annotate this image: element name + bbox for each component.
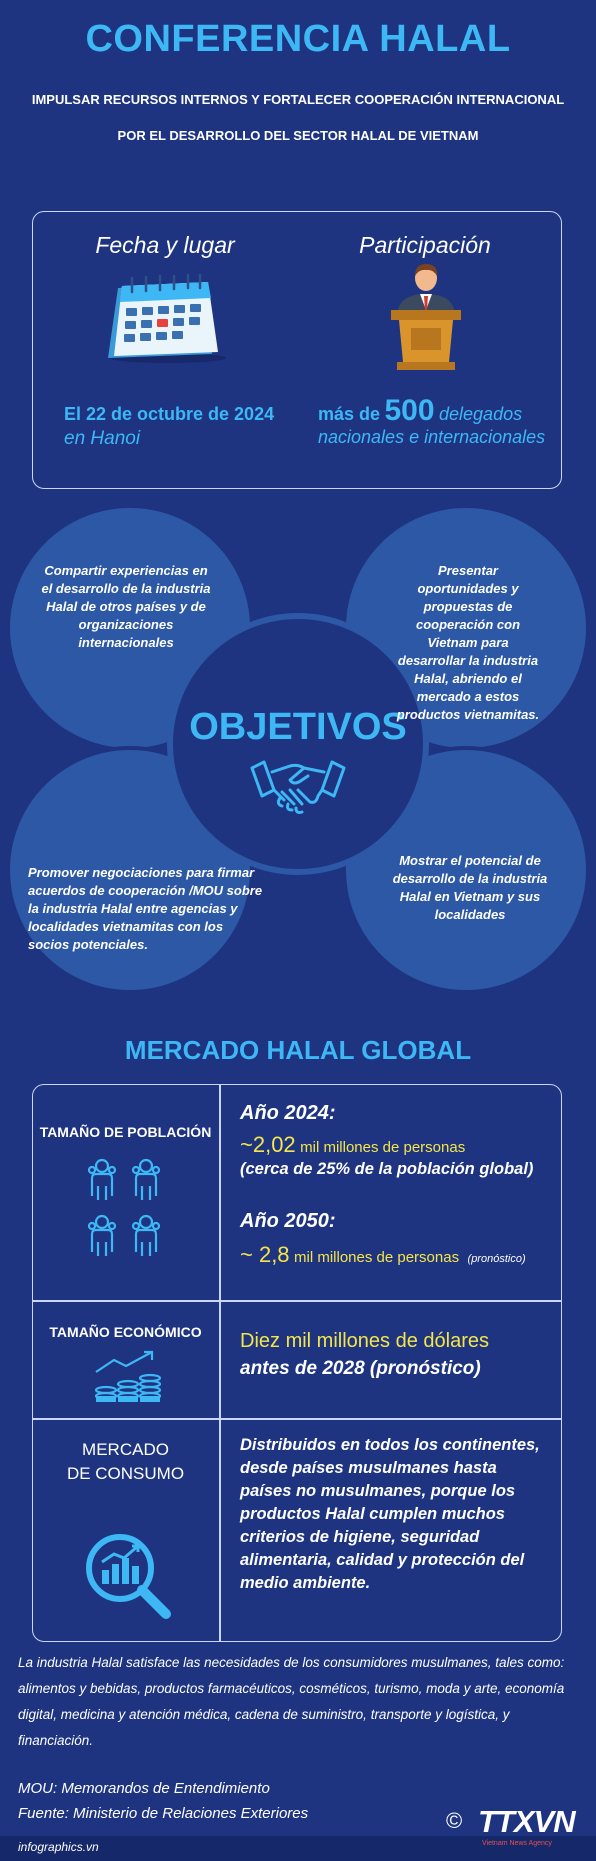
population-2024 <box>240 1132 465 1158</box>
subtitle-line-1: IMPULSAR RECURSOS INTERNOS Y FORTALECER COOPERACIÓN INTERNACIONAL <box>31 92 565 107</box>
consumer-text: Distribuidos en todos los continentes, desde países musulmanes hasta países no musulmanes, porque los productos Halal cumplen muchos criterios de higiene, seguridad alimentaria, calidad y protección del medio ambiente. <box>240 1436 540 1592</box>
calendar-icon <box>100 274 232 364</box>
person-group-1 <box>89 1160 115 1200</box>
consumer-label-line-2: DE CONSUMO <box>66 1464 185 1483</box>
table-divider-vertical <box>219 1084 221 1642</box>
subtitle-line-2: POR EL DESARROLLO DEL SECTOR HALAL DE VIETNAM <box>117 128 479 143</box>
participation-suffix: delegados <box>439 404 523 424</box>
population-2024-unit: mil millones de personas <box>300 1139 466 1156</box>
ttxvn-logo-tagline: Vietnam News Agency <box>482 1840 552 1847</box>
site-link[interactable]: infographics.vn <box>18 1840 99 1854</box>
footer-note: La industria Halal satisface las necesidades de los consumidores musulmanes, tales como: alimentos y bebidas, productos farmacéuticos, cosméticos, turismo, moda y arte, economía digital, medicina y atención médica, cadena de suministro, transporte y logística, y financiación. <box>18 1655 565 1748</box>
population-2024-note: (cerca de 25% de la población global) <box>240 1160 534 1178</box>
economic-value: Diez mil millones de dólares <box>240 1330 489 1352</box>
participation-heading: Participación <box>359 232 491 258</box>
consumer-label-line-1: MERCADO <box>82 1440 169 1459</box>
objective-text-3: Promover negociaciones para firmar acuerdos de cooperación /MOU sobre la industria Halal entre agencias y localidades vietnamitas con los socios potenciales. <box>28 865 263 952</box>
participation-value <box>318 394 568 428</box>
economic-label: TAMAÑO ECONÓMICO <box>49 1324 202 1340</box>
copyright-symbol: © <box>446 1808 463 1833</box>
objective-text-4: Mostrar el potencial de desarrollo de la industria Halal en Vietnam y sus localidades <box>392 853 548 922</box>
page-title: CONFERENCIA HALAL <box>85 18 511 60</box>
table-divider-2 <box>32 1418 562 1420</box>
speaker-podium-icon <box>385 264 467 374</box>
economic-note: antes de 2028 (pronóstico) <box>240 1358 481 1379</box>
objective-text-2: Presentar oportunidades y propuestas de cooperación con Vietnam para desarrollar la industria Halal, abriendo el mercado a estos productos vietnamitas. <box>396 563 540 722</box>
date-value: El 22 de octubre de 2024 <box>64 404 275 424</box>
date-heading: Fecha y lugar <box>95 232 235 258</box>
analytics-magnifier-icon <box>82 1530 174 1622</box>
participation-prefix: más de <box>318 404 381 424</box>
ttxvn-logo: TTXVN <box>478 1804 575 1839</box>
participation-number: 500 <box>384 394 435 427</box>
source-note: Fuente: Ministerio de Relaciones Exteriores <box>18 1805 309 1822</box>
participation-line-2: nacionales e internacionales <box>318 427 546 447</box>
table-divider-1 <box>32 1300 562 1302</box>
objectives-title: OBJETIVOS <box>189 706 407 748</box>
place-value: en Hanoi <box>64 428 141 449</box>
mou-note: MOU: Memorandos de Entendimiento <box>18 1780 270 1797</box>
year-2024: Año 2024: <box>240 1102 336 1124</box>
year-2050: Año 2050: <box>240 1210 336 1232</box>
market-title: MERCADO HALAL GLOBAL <box>124 1035 472 1065</box>
consumer-label <box>32 1438 219 1486</box>
population-2050-note: (pronóstico) <box>467 1253 526 1265</box>
population-icon <box>86 1156 170 1260</box>
population-2024-number: ~2,02 <box>240 1132 296 1157</box>
population-2050-unit: mil millones de personas <box>294 1249 460 1266</box>
population-2050 <box>240 1242 526 1268</box>
population-label: TAMAÑO DE POBLACIÓN <box>39 1124 212 1140</box>
population-2050-number: ~ 2,8 <box>240 1242 290 1267</box>
handshake-icon <box>250 754 346 824</box>
objective-text-1: Compartir experiencias en el desarrollo de la industria Halal de otros países y de organizaciones internacionales <box>41 563 211 650</box>
coins-growth-icon <box>92 1350 164 1406</box>
